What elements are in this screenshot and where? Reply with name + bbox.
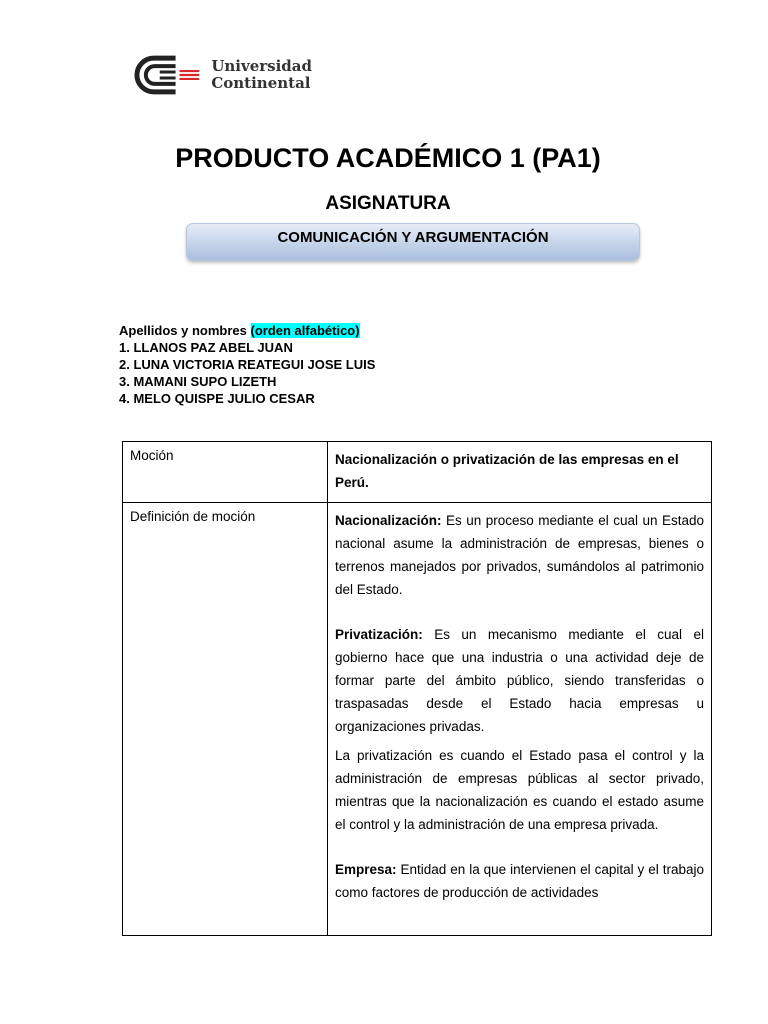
subject-label: ASIGNATURA (325, 193, 451, 214)
definition-term: Privatización: (335, 627, 423, 642)
table-row (123, 442, 712, 503)
definition-text: Es un proceso mediante el cual un Estado nacional asume la administración de empresas, bienes o terrenos manejados por privados, sumándolos al patrimonio del Estado. (335, 513, 704, 597)
row-value (328, 442, 712, 503)
authors-heading-line (119, 322, 375, 339)
row-label: Definición de moción (123, 503, 328, 936)
definition-text: La privatización es cuando el Estado pasa el control y la administración de empresas públicas al sector privado, mientras que la nacionalización es cuando el estado asume el control y la administración de una empresa privada. (335, 748, 704, 832)
university-logo (130, 48, 312, 102)
logo-line-2: Continental (211, 74, 311, 92)
definition-term: Empresa: (335, 862, 397, 877)
definition-paragraph (335, 623, 704, 738)
subject-banner (186, 223, 640, 261)
author-item: 1. LLANOS PAZ ABEL JUAN (119, 340, 293, 355)
motion-title: Nacionalización o privatización de las empresas en el Perú. (335, 452, 679, 490)
motion-table (122, 441, 712, 936)
author-item: 2. LUNA VICTORIA REATEGUI JOSE LUIS (119, 357, 376, 372)
definition-paragraph (335, 858, 704, 904)
comparison-paragraph (335, 744, 704, 836)
logo-text (211, 58, 312, 92)
logo-line-1: Universidad (211, 57, 312, 75)
subject-name: COMUNICACIÓN Y ARGUMENTACIÓN (277, 229, 549, 246)
row-label: Moción (123, 442, 328, 503)
definition-text: Entidad en la que intervienen el capital y el trabajo como factores de producción de actividades (335, 862, 704, 900)
definitions-block (335, 509, 704, 927)
definition-paragraph (335, 509, 704, 601)
definition-term: Nacionalización: (335, 513, 442, 528)
authors-heading: Apellidos y nombres (119, 323, 247, 338)
page-title: PRODUCTO ACADÉMICO 1 (PA1) (175, 143, 601, 173)
continental-logo-icon (130, 50, 203, 100)
author-item: 4. MELO QUISPE JULIO CESAR (119, 391, 315, 406)
authors-order-note: (orden alfabético) (250, 323, 360, 338)
row-value (328, 503, 712, 936)
authors-section (119, 322, 375, 407)
definition-text: Es un mecanismo mediante el cual el gobierno hace que una industria o una actividad deje de formar parte del ámbito público, siendo transferidas o traspasadas desde el Estado hacia empresas u organizaciones privadas. (335, 627, 704, 734)
author-item: 3. MAMANI SUPO LIZETH (119, 374, 277, 389)
table-row (123, 503, 712, 936)
